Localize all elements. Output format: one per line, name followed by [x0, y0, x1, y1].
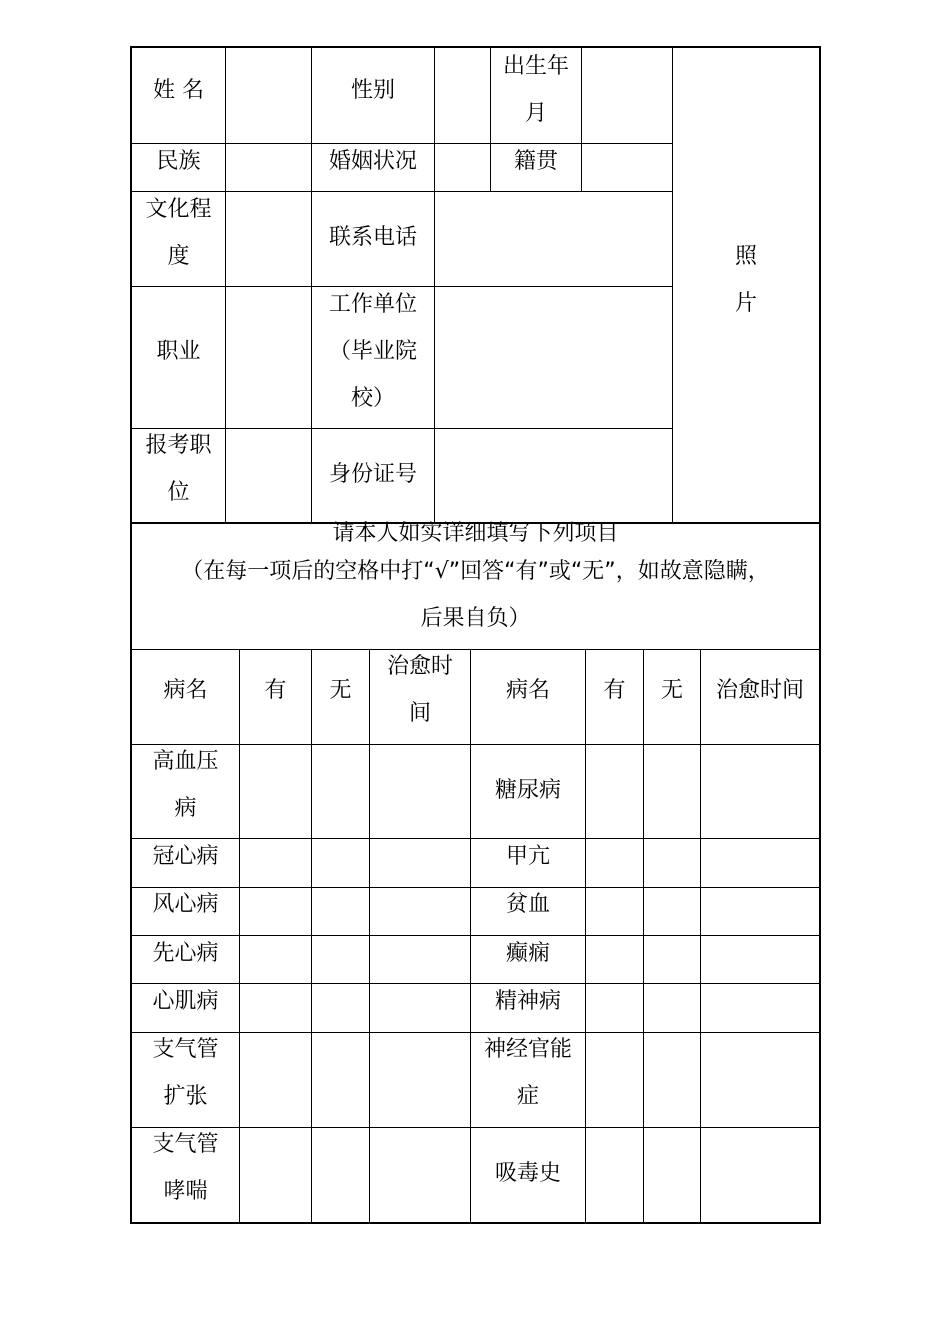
cure-time-cell[interactable]	[370, 745, 470, 838]
disease-label: 高血压	[152, 749, 219, 774]
disease-label-right-line2: 症	[516, 1084, 539, 1109]
native-place-label: 籍贯	[513, 149, 558, 174]
name-field[interactable]	[226, 48, 311, 143]
yes-cell-right[interactable]	[586, 936, 643, 983]
marital-field[interactable]	[435, 144, 490, 191]
employer-label-line3: 校）	[350, 386, 395, 411]
no-cell[interactable]	[312, 888, 369, 935]
header-cure-time-line2: 间	[408, 701, 431, 726]
cure-time-cell-right[interactable]	[701, 888, 819, 935]
native-place-field[interactable]	[582, 144, 672, 191]
photo-label: 照	[734, 244, 757, 269]
no-cell[interactable]	[312, 839, 369, 887]
employer-label-line2: （毕业院	[328, 339, 417, 364]
cure-time-cell[interactable]	[370, 936, 470, 983]
disease-label-right: 癫痫	[505, 941, 550, 966]
instructions-title: 请本人如实详细填写下列项目	[332, 521, 619, 546]
birth-label-line2: 月	[524, 101, 547, 126]
yes-cell-right[interactable]	[586, 1128, 643, 1222]
education-field[interactable]	[226, 192, 311, 286]
employer-field[interactable]	[435, 287, 672, 428]
yes-cell-right[interactable]	[586, 888, 643, 935]
grid-line	[130, 649, 821, 650]
disease-label-right: 吸毒史	[494, 1161, 561, 1186]
disease-label-line2: 哮喘	[163, 1179, 208, 1204]
id-label: 身份证号	[328, 462, 417, 487]
no-cell[interactable]	[312, 745, 369, 838]
yes-cell[interactable]	[240, 839, 311, 887]
disease-label-line2: 病	[174, 796, 197, 821]
cure-time-cell-right[interactable]	[701, 839, 819, 887]
ethnicity-field[interactable]	[226, 144, 311, 191]
yes-cell-right[interactable]	[586, 745, 643, 838]
instructions-text: （在每一项后的空格中打“√”回答“有”或“无”，如故意隐瞒，	[181, 559, 770, 584]
photo-label-line2: 片	[734, 291, 757, 316]
header-no: 无	[329, 678, 352, 703]
cure-time-cell-right[interactable]	[701, 1033, 819, 1127]
yes-cell-right[interactable]	[586, 839, 643, 887]
no-cell[interactable]	[312, 984, 369, 1032]
cure-time-cell[interactable]	[370, 1128, 470, 1222]
disease-label-right: 精神病	[494, 989, 561, 1014]
no-cell-right[interactable]	[644, 936, 700, 983]
phone-label: 联系电话	[328, 225, 417, 250]
no-cell[interactable]	[312, 1128, 369, 1222]
id-field[interactable]	[435, 429, 672, 522]
disease-label-right: 贫血	[505, 892, 550, 917]
disease-label: 风心病	[152, 892, 219, 917]
occupation-field[interactable]	[226, 287, 311, 428]
no-cell-right[interactable]	[644, 745, 700, 838]
disease-label-right: 神经官能	[483, 1037, 572, 1062]
yes-cell-right[interactable]	[586, 984, 643, 1032]
disease-label: 冠心病	[152, 844, 219, 869]
disease-label-line2: 扩张	[163, 1084, 208, 1109]
yes-cell[interactable]	[240, 1033, 311, 1127]
education-label: 文化程	[145, 197, 212, 222]
photo-area[interactable]	[673, 48, 819, 522]
phone-field[interactable]	[435, 192, 672, 286]
disease-label-right: 糖尿病	[494, 778, 561, 803]
header-disease-right: 病名	[505, 678, 550, 703]
position-label-line2: 位	[167, 480, 190, 505]
disease-label: 支气管	[152, 1132, 219, 1157]
yes-cell[interactable]	[240, 936, 311, 983]
no-cell-right[interactable]	[644, 1033, 700, 1127]
ethnicity-label: 民族	[156, 149, 201, 174]
cure-time-cell-right[interactable]	[701, 936, 819, 983]
yes-cell[interactable]	[240, 888, 311, 935]
no-cell[interactable]	[312, 936, 369, 983]
header-cure-time: 治愈时	[386, 654, 453, 679]
no-cell[interactable]	[312, 1033, 369, 1127]
header-yes: 有	[264, 678, 287, 703]
yes-cell[interactable]	[240, 984, 311, 1032]
no-cell-right[interactable]	[644, 1128, 700, 1222]
header-no-right: 无	[660, 678, 683, 703]
instructions-text-line3: 后果自负）	[420, 606, 531, 631]
disease-label-right: 甲亢	[505, 844, 550, 869]
disease-label: 先心病	[152, 941, 219, 966]
cure-time-cell-right[interactable]	[701, 745, 819, 838]
header-yes-right: 有	[603, 678, 626, 703]
no-cell-right[interactable]	[644, 888, 700, 935]
header-disease: 病名	[163, 678, 208, 703]
birth-label: 出生年	[502, 54, 569, 79]
cure-time-cell[interactable]	[370, 1033, 470, 1127]
yes-cell[interactable]	[240, 1128, 311, 1222]
cure-time-cell-right[interactable]	[701, 984, 819, 1032]
gender-field[interactable]	[435, 48, 490, 143]
employer-label: 工作单位	[328, 292, 417, 317]
birth-field[interactable]	[582, 48, 672, 143]
no-cell-right[interactable]	[644, 984, 700, 1032]
cure-time-cell[interactable]	[370, 984, 470, 1032]
yes-cell-right[interactable]	[586, 1033, 643, 1127]
occupation-label: 职业	[156, 339, 201, 364]
education-label-line2: 度	[167, 244, 190, 269]
marital-label: 婚姻状况	[328, 149, 417, 174]
header-cure-time-right: 治愈时间	[715, 678, 804, 703]
disease-label: 支气管	[152, 1037, 219, 1062]
disease-label: 心肌病	[152, 989, 219, 1014]
gender-label: 性别	[350, 78, 395, 103]
position-label: 报考职	[145, 433, 212, 458]
cure-time-cell[interactable]	[370, 839, 470, 887]
cure-time-cell[interactable]	[370, 888, 470, 935]
position-field[interactable]	[226, 429, 311, 522]
name-label: 姓 名	[153, 78, 204, 103]
no-cell-right[interactable]	[644, 839, 700, 887]
cure-time-cell-right[interactable]	[701, 1128, 819, 1222]
yes-cell[interactable]	[240, 745, 311, 838]
